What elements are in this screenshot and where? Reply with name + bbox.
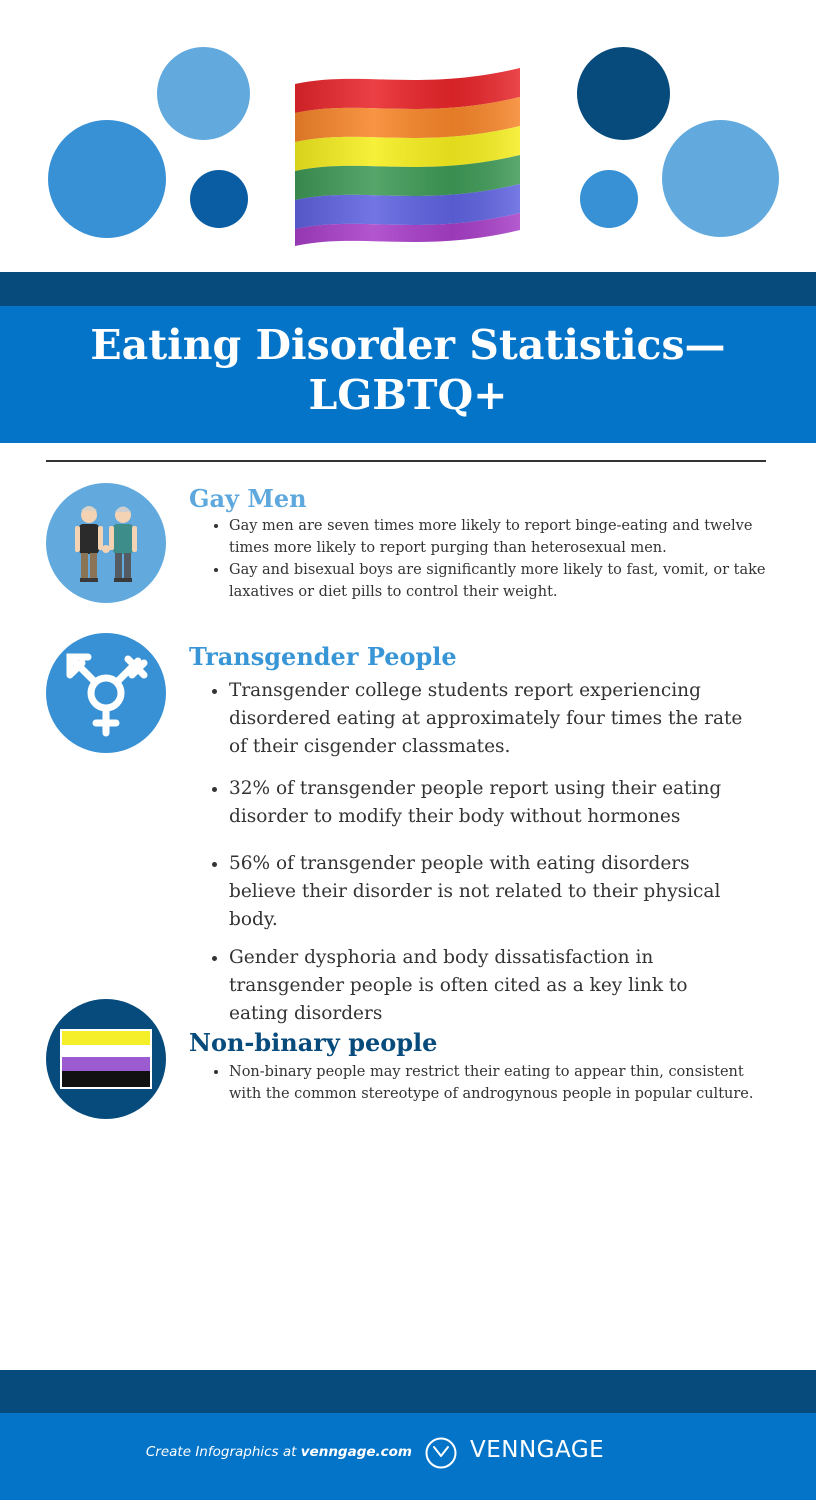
venngage-logo-icon	[424, 1436, 458, 1470]
section-heading-gay-men: Gay Men	[189, 484, 307, 513]
decorative-circle	[48, 120, 166, 238]
decorative-circle	[580, 170, 638, 228]
footer-credit-prefix: Create Infographics at	[145, 1444, 301, 1460]
two-men-holding-hands-icon	[46, 483, 166, 603]
banner-top-band	[0, 272, 816, 307]
decorative-circle	[157, 47, 250, 140]
section-heading-non-binary: Non-binary people	[189, 1028, 438, 1057]
list-item: • Transgender college students report experiencing disordered eating at approximately four times the rate of their cisgender classmates.	[229, 677, 749, 761]
footer-top-band	[0, 1370, 816, 1414]
list-item: • 32% of transgender people report using their eating disorder to modify their body without hormones	[229, 775, 749, 831]
list-item: • Gay men are seven times more likely to report binge-eating and twelve times more likely to report purging than heterosexual men.	[229, 515, 769, 559]
section-heading-transgender: Transgender People	[189, 642, 457, 671]
non-binary-flag-icon	[46, 999, 166, 1119]
footer-credit	[120, 1444, 412, 1460]
bullet-list	[189, 1061, 769, 1105]
list-item: • Gay and bisexual boys are significantly more likely to fast, vomit, or take laxatives or diet pills to control their weight.	[229, 559, 769, 603]
transgender-symbol-icon	[46, 633, 166, 753]
rainbow-flag-icon	[290, 60, 525, 250]
list-item: • Non-binary people may restrict their eating to appear thin, consistent with the common stereotype of androgynous people in popular culture.	[229, 1061, 769, 1105]
page-title: Eating Disorder Statistics—LGBTQ+	[90, 321, 726, 419]
decorative-circle	[662, 120, 779, 237]
brand-name: VENNGAGE	[470, 1437, 605, 1463]
list-item: • Gender dysphoria and body dissatisfaction in transgender people is often cited as a key link to eating disorders	[229, 944, 749, 1028]
footer-link[interactable]: venngage.com	[300, 1444, 412, 1460]
decorative-circle	[190, 170, 248, 228]
divider	[46, 460, 766, 462]
bullet-list	[189, 515, 769, 603]
decorative-circle	[577, 47, 670, 140]
list-item: • 56% of transgender people with eating disorders believe their disorder is not related to their physical body.	[229, 850, 749, 934]
